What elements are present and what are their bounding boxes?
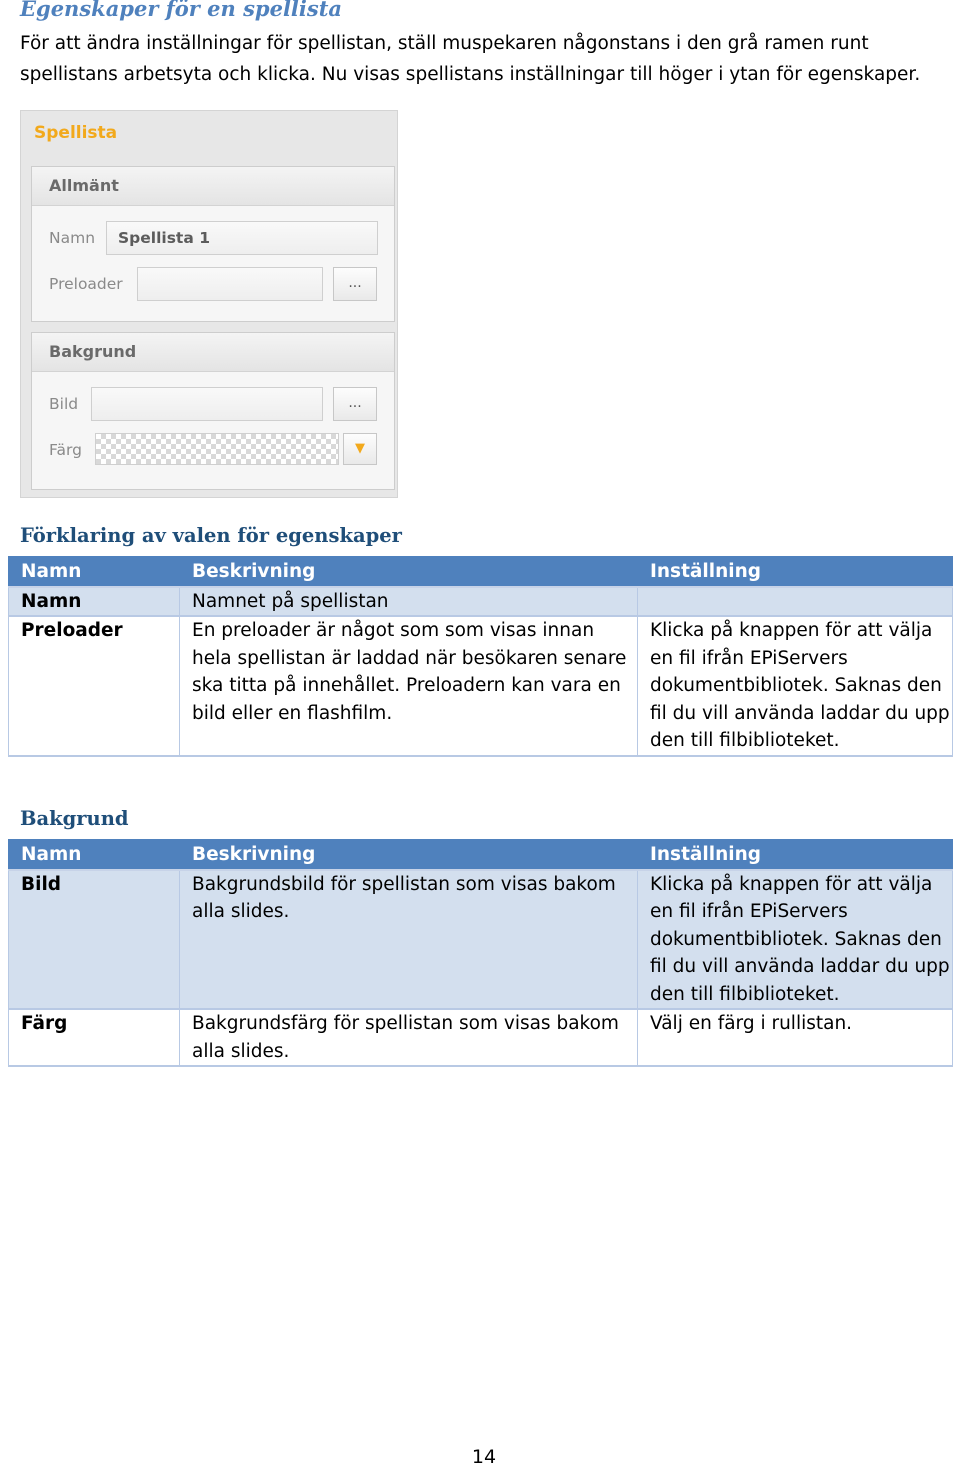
preloader-browse-button[interactable]: ... xyxy=(333,267,377,301)
background-group xyxy=(31,332,395,490)
name-field[interactable]: Spellista 1 xyxy=(106,221,378,255)
playlist-properties-panel xyxy=(20,110,398,498)
panel-title: Spellista xyxy=(34,123,118,143)
background-group-header[interactable]: Bakgrund xyxy=(32,333,394,372)
column-header: Beskrivning xyxy=(180,557,638,587)
table2-title: Bakgrund xyxy=(20,807,129,830)
column-header: Beskrivning xyxy=(180,840,638,870)
row-name: Bild xyxy=(9,870,180,1010)
preloader-label: Preloader xyxy=(49,275,123,293)
row-name: Preloader xyxy=(9,616,180,756)
color-label: Färg xyxy=(49,441,82,459)
general-group-header[interactable]: Allmänt xyxy=(32,167,394,206)
section-heading: Egenskaper för en spellista xyxy=(20,0,343,21)
row-setting: Klicka på knappen för att välja en fil ifrån EPiServers dokumentbibliotek. Saknas den fil du vill använda laddar du upp den till filbiblioteket. xyxy=(638,870,953,1010)
row-name: Färg xyxy=(9,1009,180,1066)
table-row xyxy=(9,616,953,756)
image-field[interactable] xyxy=(91,387,323,421)
general-group xyxy=(31,166,395,322)
preloader-field[interactable] xyxy=(137,267,323,301)
table1-title: Förklaring av valen för egenskaper xyxy=(20,524,402,547)
table-row xyxy=(9,870,953,1010)
column-header: Inställning xyxy=(638,840,953,870)
column-header: Namn xyxy=(9,557,180,587)
column-header: Inställning xyxy=(638,557,953,587)
table-row xyxy=(9,1009,953,1066)
properties-table xyxy=(8,556,953,757)
name-label: Namn xyxy=(49,229,96,247)
chevron-down-icon[interactable]: ▼ xyxy=(343,433,377,465)
row-setting: Klicka på knappen för att välja en fil ifrån EPiServers dokumentbibliotek. Saknas den fil du vill använda laddar du upp den till filbiblioteket. xyxy=(638,616,953,756)
row-description: En preloader är något som som visas innan hela spellistan är laddad när besökaren senare ska titta på innehållet. Preloadern kan vara en bild eller en flashfilm. xyxy=(180,616,638,756)
row-description: Bakgrundsfärg för spellistan som visas bakom alla slides. xyxy=(180,1009,638,1066)
table-row xyxy=(9,587,953,617)
color-swatch[interactable] xyxy=(95,433,339,465)
intro-paragraph: För att ändra inställningar för spellistan, ställ muspekaren någonstans i den grå ramen runt spellistans arbetsyta och klicka. Nu visas spellistans inställningar till höger i ytan för egenskaper. xyxy=(20,33,921,85)
table-header-row xyxy=(9,557,953,587)
row-description: Namnet på spellistan xyxy=(180,587,638,617)
page-number: 14 xyxy=(471,1446,497,1468)
background-table xyxy=(8,839,953,1067)
column-header: Namn xyxy=(9,840,180,870)
image-browse-button[interactable]: ... xyxy=(333,387,377,421)
image-label: Bild xyxy=(49,395,79,413)
row-setting xyxy=(638,587,953,617)
row-name: Namn xyxy=(9,587,180,617)
table-header-row xyxy=(9,840,953,870)
row-description: Bakgrundsbild för spellistan som visas bakom alla slides. xyxy=(180,870,638,1010)
row-setting: Välj en färg i rullistan. xyxy=(638,1009,953,1066)
